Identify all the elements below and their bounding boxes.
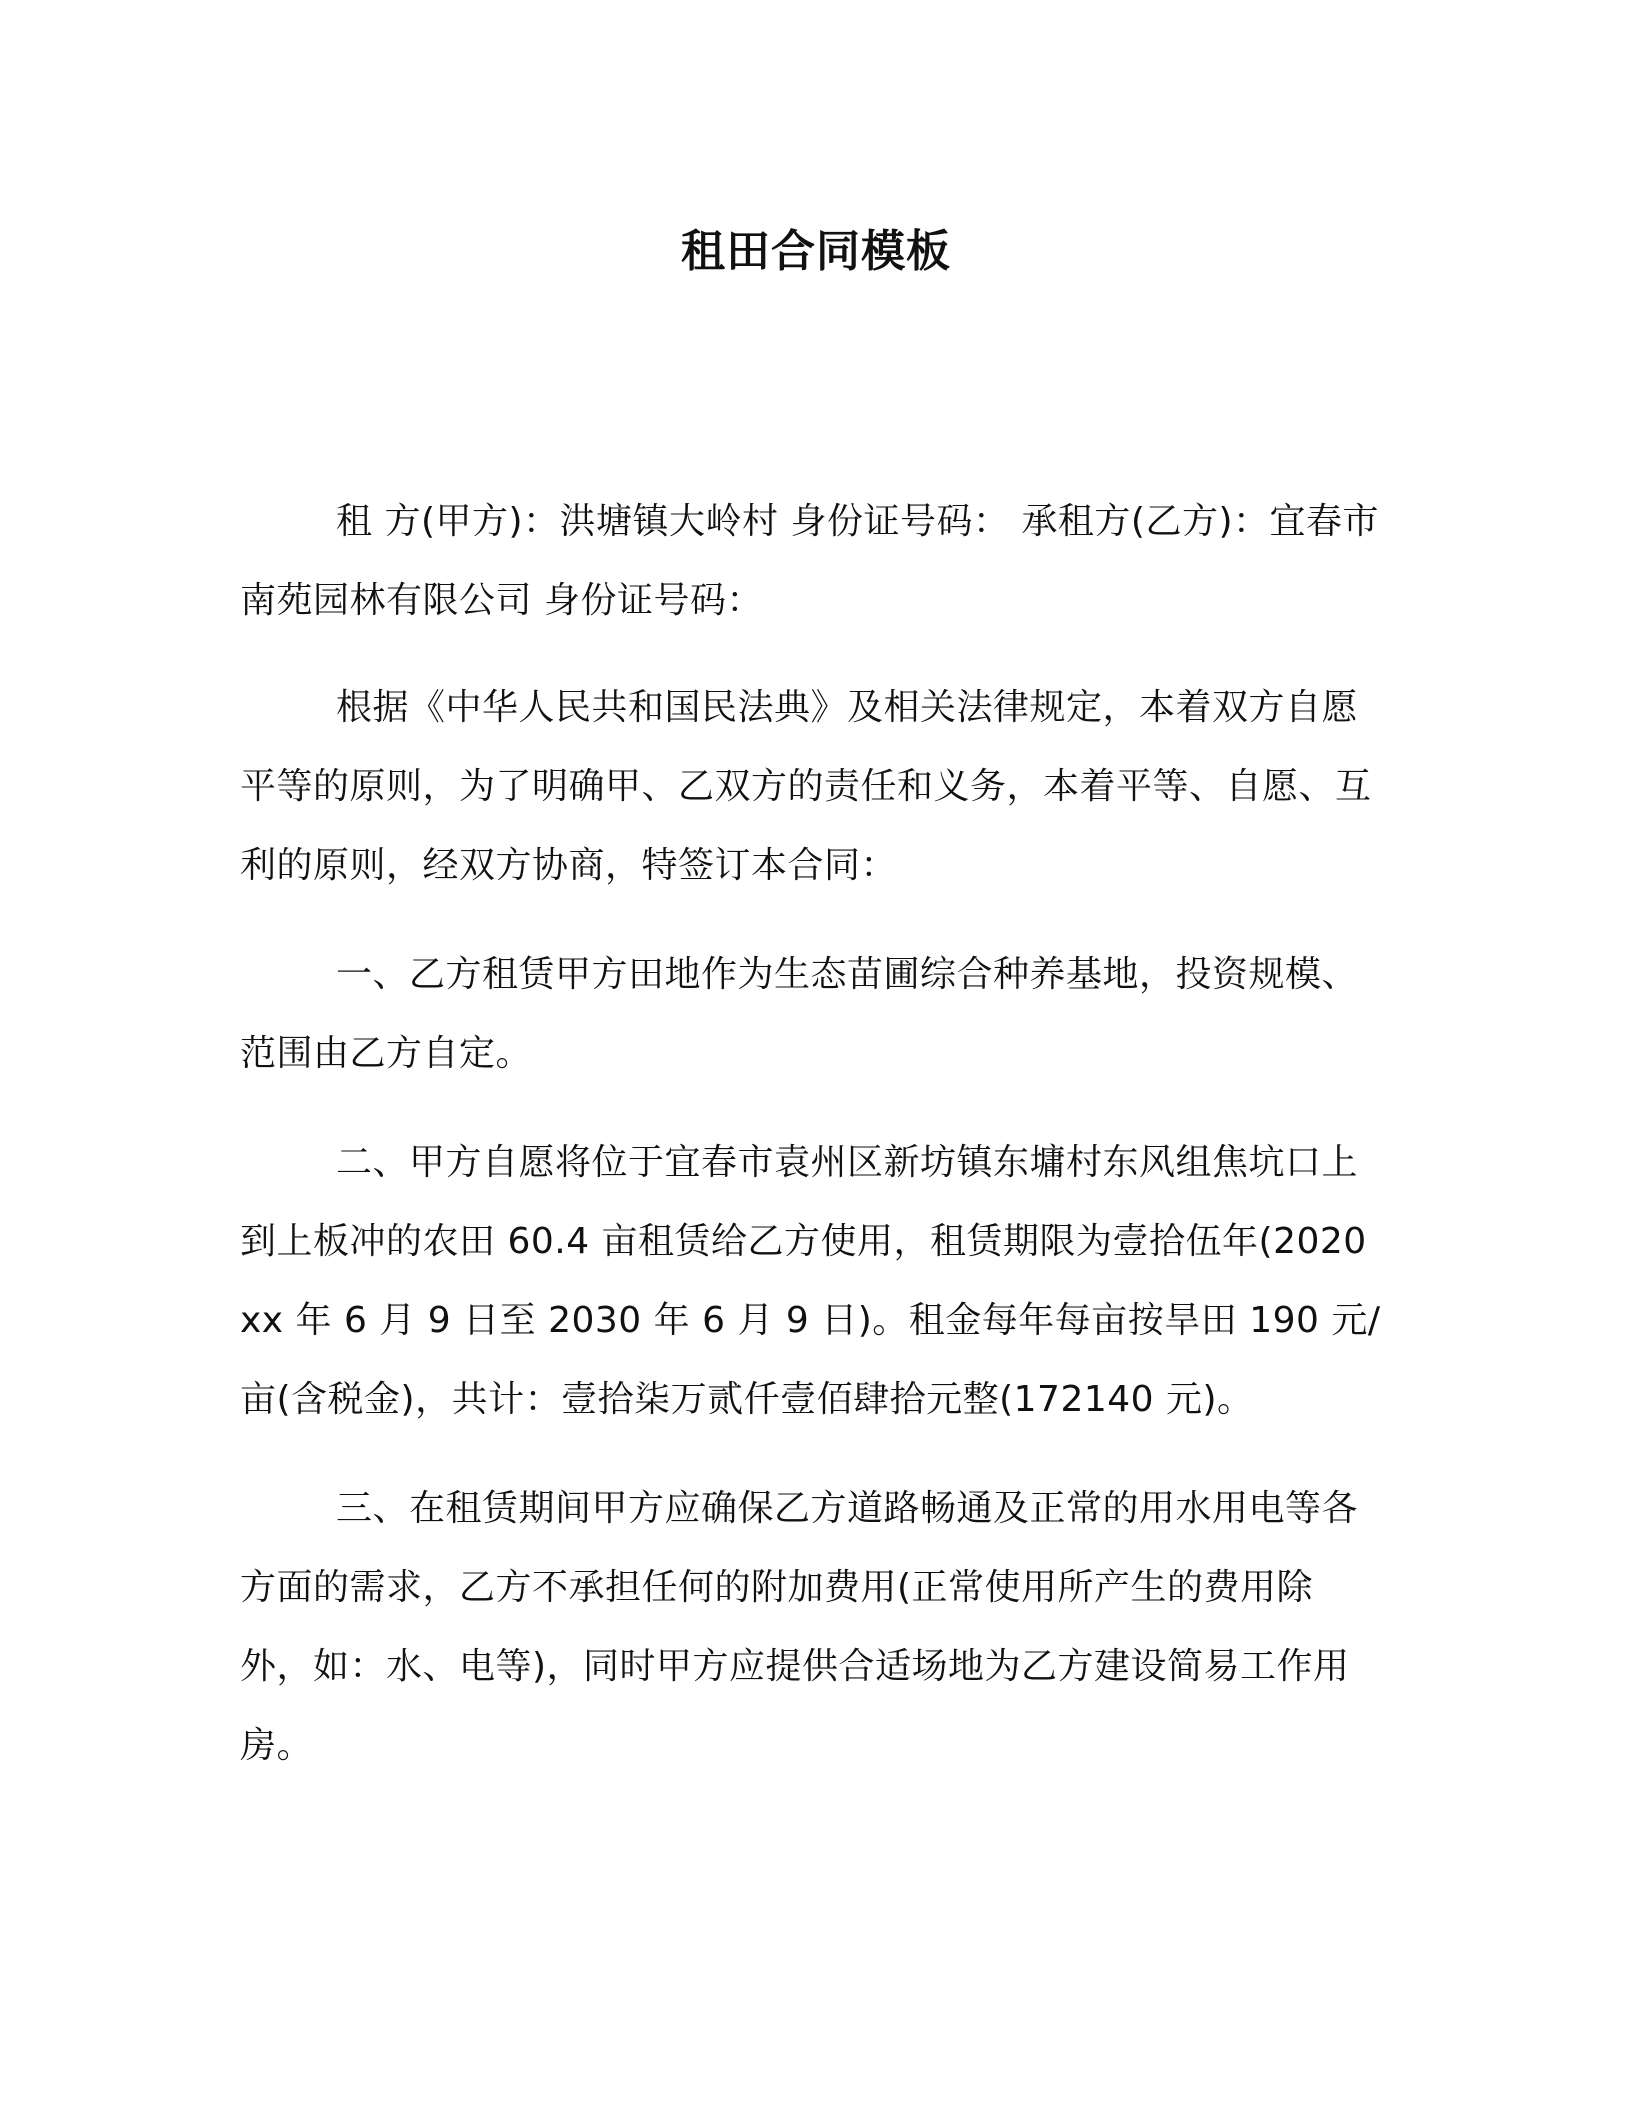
clause-3-paragraph: 三、在租赁期间甲方应确保乙方道路畅通及正常的用水用电等各方面的需求，乙方不承担任何的附加费用(正常使用所产生的费用除外，如：水、电等)，同时甲方应提供合适场地为乙方建设简易工作用房。 — [240, 1488, 1359, 1766]
clause-2-paragraph: 二、甲方自愿将位于宜春市袁州区新坊镇东墉村东风组焦坑口上到上板冲的农田 60.4 亩租赁给乙方使用，租赁期限为壹拾伍年(2020xx 年 6 月 9 日至 2030 年 6 月 9 日)。租金每年每亩按旱田 190 元/亩(含税金)，共计：壹拾柒万贰仟壹佰肆拾元整(172140 元)。 — [240, 1142, 1381, 1420]
document-title: 租田合同模板 — [681, 226, 951, 277]
document-body — [240, 482, 1385, 1785]
parties-paragraph: 租 方(甲方)：洪塘镇大岭村 身份证号码： 承租方(乙方)：宜春市南苑园林有限公司 身份证号码： — [240, 501, 1380, 621]
preamble-paragraph: 根据《中华人民共和国民法典》及相关法律规定，本着双方自愿平等的原则，为了明确甲、乙双方的责任和义务，本着平等、自愿、互利的原则，经双方协商，特签订本合同： — [240, 687, 1372, 886]
clause-1-paragraph: 一、乙方租赁甲方田地作为生态苗圃综合种养基地，投资规模、范围由乙方自定。 — [240, 954, 1359, 1074]
